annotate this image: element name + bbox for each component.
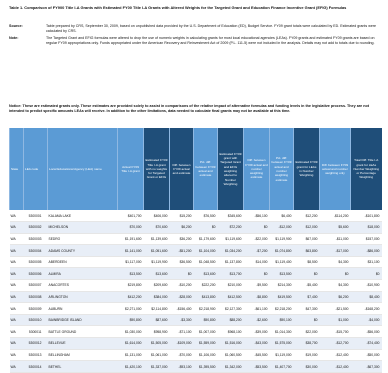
table-row <box>10 314 382 326</box>
cell-total-diff: $18,000 <box>351 222 382 234</box>
cell-diff-3: -$17,000 <box>320 245 351 257</box>
cell-pct-diff-1: $1,106,000 <box>194 349 218 361</box>
cell-actual-fy09: $1,191,600 <box>118 233 144 245</box>
cell-est-nw-only: $7,400 <box>294 291 320 303</box>
cell-actual-fy09: $412,200 <box>118 291 144 303</box>
cell-est-number-weighting: $1,060,500 <box>218 349 244 361</box>
col-header-actual-fy09: Actual FY09 Title I-A grant <box>118 128 144 210</box>
cell-lea-code: 5300002 <box>24 222 48 234</box>
cell-pct-diff-1: $1,104,000 <box>194 245 218 257</box>
cell-state: WA <box>10 280 24 292</box>
cell-lea-name: BELLINGHAM <box>48 349 118 361</box>
cell-pct-diff-2: $13,500 <box>270 268 294 280</box>
cell-lea-name: ANACORTES <box>48 280 118 292</box>
cell-diff-3: $1,000 <box>320 314 351 326</box>
cell-est-number-weighting: $1,516,000 <box>218 338 244 350</box>
cell-diff-3: $4,300 <box>320 280 351 292</box>
cell-actual-fy09: $1,131,000 <box>118 349 144 361</box>
cell-est-no-weights: $958,900 <box>144 326 170 338</box>
cell-actual-fy09: $1,614,000 <box>118 338 144 350</box>
cell-actual-fy09: $2,271,000 <box>118 303 144 315</box>
cell-lea-code: 5300006 <box>24 268 48 280</box>
cell-actual-fy09: $90,800 <box>118 314 144 326</box>
cell-pct-diff-2: -$12,000 <box>270 222 294 234</box>
cell-diff-1: -$3,300 <box>170 314 194 326</box>
cell-diff-1: $36,500 <box>170 256 194 268</box>
cell-pct-diff-1: $1,559,000 <box>194 338 218 350</box>
cell-diff-2: -$8,800 <box>244 291 270 303</box>
cell-est-number-weighting: $72,200 <box>218 222 244 234</box>
cell-pct-diff-1: $1,395,500 <box>194 361 218 373</box>
cell-est-number-weighting: $1,342,000 <box>218 361 244 373</box>
cell-diff-1: -$93,100 <box>170 361 194 373</box>
cell-est-nw-only: $12,200 <box>294 210 320 222</box>
cell-pct-diff-2: $1,575,000 <box>270 338 294 350</box>
cell-lea-name: AUBURN <box>48 303 118 315</box>
note-label: Note: <box>9 36 19 40</box>
cell-diff-2: -$7,200 <box>244 245 270 257</box>
cell-diff-3: -$15,700 <box>320 326 351 338</box>
cell-actual-fy09: $401,700 <box>118 210 144 222</box>
cell-lea-name: ARLINGTON <box>48 291 118 303</box>
cell-diff-1: $36,200 <box>170 233 194 245</box>
source-text: Table prepared by CRS, September 30, 2009, based on unpublished data provided by the U.S. Department of Education (ED), Budget Service. FY09 grant totals were calculated by ED. Estimated grants were calculated by CRS. <box>46 24 377 34</box>
cell-lea-code: 5300013 <box>24 349 48 361</box>
cell-state: WA <box>10 291 24 303</box>
cell-diff-3: $5,600 <box>320 222 351 234</box>
cell-est-number-weighting: $2,127,300 <box>218 303 244 315</box>
cell-diff-3: -$12,400 <box>320 349 351 361</box>
cell-diff-2: -$56,100 <box>244 210 270 222</box>
cell-actual-fy09: $1,141,000 <box>118 245 144 257</box>
table-title: Table 1. Comparison of FY900 Title I-A Grants with Estimated FY00 Title I-A Grants with Altered Weights for the Targeted Grant and Education Finance Incentive Grant (EFIG) Formulas <box>9 5 347 10</box>
cell-diff-2: -$43,000 <box>244 338 270 350</box>
col-header-est-no-weights: Estimated FY09 Title I-A grant with no weights for Targeted Grant or EFIG <box>144 128 170 210</box>
table-row <box>10 291 382 303</box>
col-header-state: State <box>10 128 24 210</box>
cell-est-nw-only: -$5,400 <box>294 280 320 292</box>
cell-lea-code: 5300008 <box>24 291 48 303</box>
cell-lea-name: ALMIRA <box>48 268 118 280</box>
cell-total-diff: -$50,000 <box>351 349 382 361</box>
col-header-diff-2: Diff. between FY09 actual and number weighting estimate <box>244 128 270 210</box>
cell-est-no-weights: $70,600 <box>144 222 170 234</box>
cell-diff-3: $0 <box>320 268 351 280</box>
cell-lea-name: BATTLE GROUND <box>48 326 118 338</box>
cell-lea-name: BAINBRIDGE ISLAND <box>48 314 118 326</box>
cell-pct-diff-1: $1,048,500 <box>194 256 218 268</box>
cell-diff-2: -$2,600 <box>244 314 270 326</box>
cell-pct-diff-2: $214,300 <box>270 280 294 292</box>
table-row <box>10 210 382 222</box>
cell-total-diff: -$101,800 <box>351 210 382 222</box>
cell-lea-code: 5300010 <box>24 314 48 326</box>
cell-diff-1: -$70,000 <box>170 349 194 361</box>
cell-diff-3: $6,200 <box>320 291 351 303</box>
cell-diff-3: $4,300 <box>320 256 351 268</box>
cell-est-no-weights: $1,505,000 <box>144 338 170 350</box>
cell-pct-diff-1: $13,600 <box>194 268 218 280</box>
cell-state: WA <box>10 314 24 326</box>
cell-lea-code: 5300012 <box>24 338 48 350</box>
source-label: Source: <box>9 24 23 28</box>
cell-lea-code: 5300003 <box>24 233 48 245</box>
cell-diff-1: -$28,000 <box>170 291 194 303</box>
cell-est-nw-only: $47,300 <box>294 303 320 315</box>
cell-actual-fy09: $219,800 <box>118 280 144 292</box>
cell-state: WA <box>10 233 24 245</box>
cell-est-number-weighting: $412,500 <box>218 291 244 303</box>
cell-diff-1: -$156,400 <box>170 303 194 315</box>
cell-lea-name: ADAMS COUNTY <box>48 245 118 257</box>
cell-pct-diff-2: $2,218,200 <box>270 303 294 315</box>
cell-pct-diff-2: $419,500 <box>270 291 294 303</box>
cell-est-no-weights: $406,000 <box>144 210 170 222</box>
col-header-pct-diff-1: Pct. diff. between FY09 actual and estimate <box>194 128 218 210</box>
cell-total-diff: -$10,900 <box>351 280 382 292</box>
table-row <box>10 338 382 350</box>
cell-state: WA <box>10 349 24 361</box>
col-header-lea-code: LEA code <box>24 128 48 210</box>
cell-diff-1: -$109,000 <box>170 338 194 350</box>
cell-est-nw-only: $67,000 <box>294 233 320 245</box>
cell-est-nw-only: $19,000 <box>294 349 320 361</box>
cell-diff-3: -$12,700 <box>320 338 351 350</box>
table-row <box>10 361 382 373</box>
cell-est-nw-only: $0 <box>294 314 320 326</box>
cell-est-no-weights: $1,139,600 <box>144 233 170 245</box>
grants-table <box>9 128 382 373</box>
cell-diff-2: $14,000 <box>244 256 270 268</box>
cell-diff-1: -$71,100 <box>170 326 194 338</box>
cell-state: WA <box>10 268 24 280</box>
cell-diff-2: -$45,500 <box>244 349 270 361</box>
cell-total-diff: $8,400 <box>351 291 382 303</box>
cell-state: WA <box>10 303 24 315</box>
cell-diff-3: -$21,500 <box>320 303 351 315</box>
cell-est-number-weighting: $1,034,200 <box>218 245 244 257</box>
cell-lea-code: 5300011 <box>24 326 48 338</box>
cell-est-number-weighting: $1,137,800 <box>218 256 244 268</box>
cell-pct-diff-2: $6,400 <box>270 210 294 222</box>
cell-est-no-weights: $2,114,800 <box>144 303 170 315</box>
cell-lea-code: 5300007 <box>24 280 48 292</box>
table-row <box>10 303 382 315</box>
cell-state: WA <box>10 210 24 222</box>
cell-actual-fy09: $1,420,100 <box>118 361 144 373</box>
cell-total-diff: -$168,200 <box>351 303 382 315</box>
cell-diff-2: -$9,500 <box>244 280 270 292</box>
cell-pct-diff-1: $90,800 <box>194 314 218 326</box>
cell-lea-name: MICHELSON <box>48 222 118 234</box>
cell-est-no-weights: $87,600 <box>144 314 170 326</box>
table-row <box>10 233 382 245</box>
cell-diff-2: -$53,500 <box>244 361 270 373</box>
cell-diff-3: -$12,400 <box>320 361 351 373</box>
cell-est-no-weights: $384,000 <box>144 291 170 303</box>
cell-est-nw-only: $0 <box>294 268 320 280</box>
cell-lea-name: BETHEL <box>48 361 118 373</box>
cell-lea-name: ABERDEEN <box>48 256 118 268</box>
cell-pct-diff-2: $1,407,700 <box>270 361 294 373</box>
col-header-diff-1: Diff. between FY09 actual and estimate <box>170 128 194 210</box>
cell-total-diff: -$4,000 <box>351 314 382 326</box>
cell-est-no-weights: $209,600 <box>144 280 170 292</box>
cell-est-no-weights: $1,061,000 <box>144 349 170 361</box>
cell-state: WA <box>10 245 24 257</box>
cell-actual-fy09: $1,117,000 <box>118 256 144 268</box>
cell-total-diff: -$67,300 <box>351 361 382 373</box>
cell-pct-diff-1: $2,218,900 <box>194 303 218 315</box>
cell-pct-diff-2: $1,119,400 <box>270 256 294 268</box>
cell-est-number-weighting: $13,700 <box>218 268 244 280</box>
col-header-total-diff: Total Diff. Title I-A grant for LEAs Number Weighting or Percentage Weighting <box>351 128 382 210</box>
table-row <box>10 222 382 234</box>
cell-lea-code: 5300001 <box>24 210 48 222</box>
cell-pct-diff-2: $1,119,000 <box>270 349 294 361</box>
cell-lea-name: KALAMA LAKE <box>48 210 118 222</box>
table-row <box>10 326 382 338</box>
table-row <box>10 268 382 280</box>
col-header-est-number-weighting: Estimated FY09 grant with Targeted Grant and EFIG weighting altered to Number Weighting <box>218 128 244 210</box>
cell-pct-diff-1: $413,800 <box>194 291 218 303</box>
cell-pct-diff-2: $1,014,300 <box>270 326 294 338</box>
note-text: The Targeted Grant and EFIG formulas were altered to drop the use of numeric weights in calculating grants for most local educational agencies (LEAs). FY09 grants and estimated FY09 grants are based on regular FY09 appropriations only. Funds appropriated under the American Recovery and Reinvestment Act of 2009 (P.L. 111-5) were not included in the analysis. Details may not add to totals due to rounding. <box>46 36 375 46</box>
cell-lea-code: 5300004 <box>24 245 48 257</box>
cell-diff-3: -$11,000 <box>320 233 351 245</box>
cell-diff-2: $0 <box>244 222 270 234</box>
cell-state: WA <box>10 361 24 373</box>
cell-est-nw-only: $22,000 <box>294 326 320 338</box>
cell-pct-diff-1: $222,200 <box>194 280 218 292</box>
col-header-lea-name: Local Educational Agency (LEA) name <box>48 128 118 210</box>
cell-total-diff: -$74,400 <box>351 338 382 350</box>
cell-est-number-weighting: $968,100 <box>218 326 244 338</box>
cell-est-nw-only: $38,700 <box>294 338 320 350</box>
cell-est-no-weights: $1,051,600 <box>144 245 170 257</box>
cell-pct-diff-1: $1,179,600 <box>194 233 218 245</box>
cell-est-number-weighting: $88,200 <box>218 314 244 326</box>
cell-total-diff: $157,000 <box>351 233 382 245</box>
table-row <box>10 280 382 292</box>
cell-pct-diff-2: $90,100 <box>270 314 294 326</box>
cell-diff-1: -$10,200 <box>170 280 194 292</box>
cell-est-no-weights: $1,119,900 <box>144 256 170 268</box>
cell-est-nw-only: $12,000 <box>294 222 320 234</box>
cell-diff-2: $0 <box>244 268 270 280</box>
cell-est-nw-only: $63,800 <box>294 245 320 257</box>
col-header-pct-diff-2: Pct. diff. between FY09 actual and number weighting estimate <box>270 128 294 210</box>
cell-actual-fy09: $13,500 <box>118 268 144 280</box>
cell-total-diff: -$56,000 <box>351 326 382 338</box>
cell-diff-2: -$39,000 <box>244 326 270 338</box>
cell-est-nw-only: $8,500 <box>294 256 320 268</box>
cell-lea-code: 5300005 <box>24 256 48 268</box>
cell-lea-code: 5300009 <box>24 303 48 315</box>
cell-est-number-weighting: $210,000 <box>218 280 244 292</box>
cell-total-diff: $31,100 <box>351 256 382 268</box>
cell-state: WA <box>10 326 24 338</box>
cell-diff-1: $15,200 <box>170 210 194 222</box>
cell-diff-3: -$114,200 <box>320 210 351 222</box>
cell-est-number-weighting: $1,119,600 <box>218 233 244 245</box>
table-row <box>10 349 382 361</box>
cell-pct-diff-2: $1,119,900 <box>270 233 294 245</box>
cell-pct-diff-1: $1,007,000 <box>194 326 218 338</box>
cell-est-no-weights: $1,337,000 <box>144 361 170 373</box>
cell-lea-code: 5300014 <box>24 361 48 373</box>
header-row <box>10 128 382 210</box>
col-header-est-nw-only: Estimated FY09 grant for LEAs in Number Weighting <box>294 128 320 210</box>
cell-total-diff: $0 <box>351 268 382 280</box>
cell-est-number-weighting: $345,600 <box>218 210 244 222</box>
table-row <box>10 245 382 257</box>
cell-total-diff: -$86,000 <box>351 245 382 257</box>
cell-lea-name: SEDRO <box>48 233 118 245</box>
cell-est-nw-only: $30,000 <box>294 361 320 373</box>
cell-diff-2: -$22,000 <box>244 233 270 245</box>
cell-state: WA <box>10 338 24 350</box>
cell-est-no-weights: $13,600 <box>144 268 170 280</box>
notice-text: Notice: These are estimated grants only. These estimates are provided solely to assist in comparisons of the relative impact of alternative formulas and funding levels in the legislative process. They are not intended to predict specific amounts LEAs will receive. In addition to the other limitations, data needed to calculate final grants may not be available at this time. <box>9 104 369 114</box>
cell-actual-fy09: $1,030,000 <box>118 326 144 338</box>
col-header-diff-3: Diff. between FY09 actual and number weighting only <box>320 128 351 210</box>
cell-diff-1: $6,200 <box>170 222 194 234</box>
cell-diff-1: $0 <box>170 268 194 280</box>
cell-actual-fy09: $70,000 <box>118 222 144 234</box>
cell-state: WA <box>10 222 24 234</box>
cell-state: WA <box>10 256 24 268</box>
table-row <box>10 256 382 268</box>
cell-pct-diff-2: $1,074,800 <box>270 245 294 257</box>
cell-diff-2: -$61,100 <box>244 303 270 315</box>
cell-lea-name: BELLEVUE <box>48 338 118 350</box>
cell-pct-diff-1: $0 <box>194 222 218 234</box>
cell-diff-1: -$51,200 <box>170 245 194 257</box>
cell-pct-diff-1: $76,500 <box>194 210 218 222</box>
